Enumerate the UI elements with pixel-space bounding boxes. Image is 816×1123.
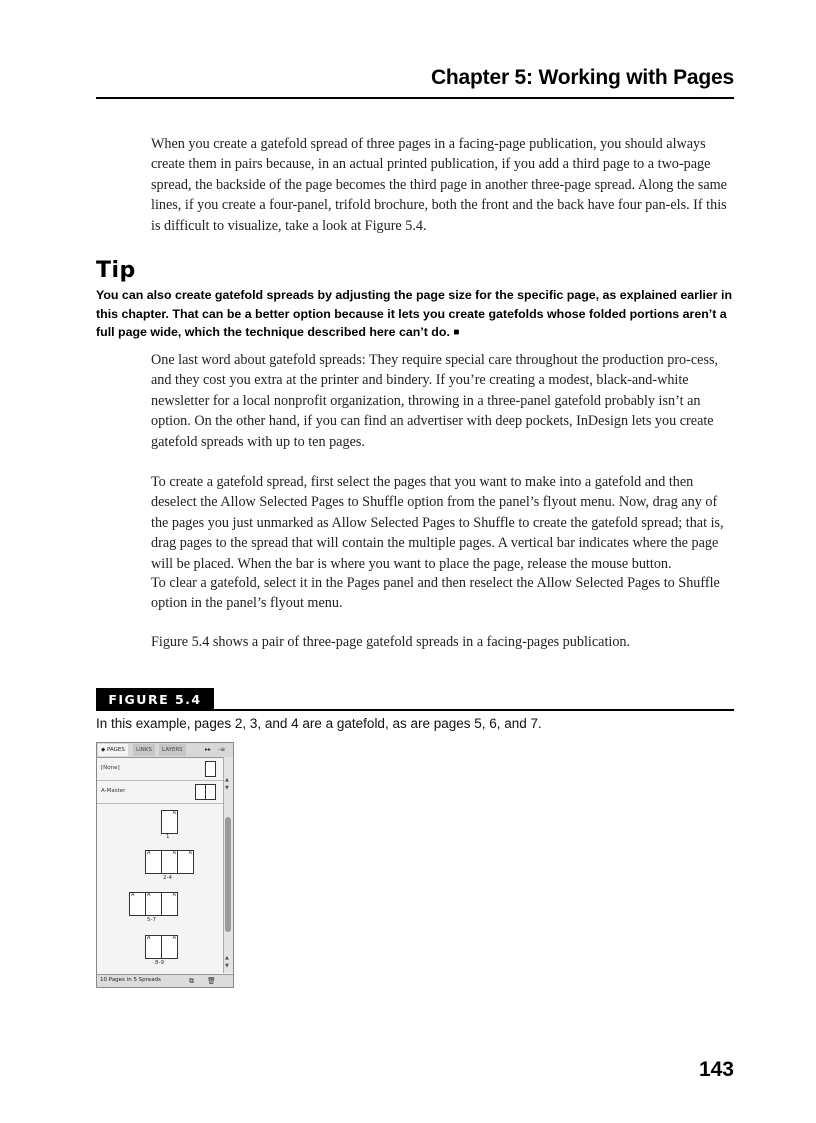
- panel-tab-bar: [97, 743, 233, 758]
- master-none[interactable]: [97, 758, 223, 781]
- page-thumb[interactable]: [161, 850, 178, 874]
- panel-menu-icon[interactable]: -≡: [218, 746, 226, 753]
- figure-caption: In this example, pages 2, 3, and 4 are a gatefold, as are pages 5, 6, and 7.: [96, 716, 542, 731]
- page-master-letter: A: [147, 892, 151, 898]
- figure-label: FIGURE 5.4: [96, 688, 214, 711]
- tab-pages[interactable]: ◆ PAGES: [98, 744, 128, 756]
- panel-scrollbar[interactable]: [223, 757, 233, 973]
- tab-layers[interactable]: LAYERS: [159, 744, 186, 756]
- tab-links[interactable]: LINKS: [133, 744, 155, 756]
- figure-rule: [214, 709, 734, 711]
- page-thumb[interactable]: [129, 892, 146, 916]
- page-master-letter: A: [172, 935, 176, 941]
- master-a-right-thumb: [205, 784, 216, 800]
- page-master-letter: A: [172, 810, 176, 816]
- header-rule: [96, 97, 734, 99]
- page-thumb[interactable]: [177, 850, 194, 874]
- page-count-status: 10 Pages in 5 Spreads: [100, 977, 161, 983]
- spread-label: 8-9: [155, 960, 164, 966]
- scroll-down-icon[interactable]: ▼: [225, 963, 229, 969]
- spread-label: 1: [166, 834, 170, 840]
- spread-label: 2-4: [163, 875, 172, 881]
- paragraph-create-gatefold: To create a gatefold spread, first select the pages that you want to make into a gatefold and then deselect the Allow Selected Pages to Shuffle option from the panel’s flyout menu. Now, drag any of the pages you just unmarked as Allow Selected Pages to Shuffle to create the gatefold spread; that is, drag pages to the spread that will contain the multiple pages. A vertical bar indicates where the page will be placed. When the bar is where you want to place the page, release the mouse button.: [151, 474, 724, 572]
- tip-body: You can also create gatefold spreads by adjusting the page size for the specific page, as explained earlier in this chapter. That can be a better option because it lets you create gatefolds whose folded portions aren’t a full page wide, which the technique described here can’t do.: [96, 288, 733, 340]
- page-thumb[interactable]: [161, 810, 178, 834]
- page-thumb[interactable]: [161, 892, 178, 916]
- page-thumb[interactable]: [145, 850, 162, 874]
- scroll-down-icon[interactable]: ▼: [225, 785, 229, 791]
- master-none-thumb: [205, 761, 216, 777]
- page-thumb[interactable]: [145, 935, 162, 959]
- page-thumb[interactable]: [161, 935, 178, 959]
- scroll-up-icon[interactable]: ▲: [225, 955, 229, 961]
- master-none-label: [None]: [101, 765, 120, 771]
- page-master-letter: A: [147, 850, 151, 856]
- panel-collapse-icon[interactable]: ▸▸: [205, 746, 212, 753]
- tip-text: [96, 286, 742, 343]
- spread-label: 5-7: [147, 917, 156, 923]
- master-a-label: A-Master: [101, 788, 126, 794]
- page-master-letter: A: [172, 892, 176, 898]
- paragraph-gatefold-pairs: When you create a gatefold spread of three pages in a facing-page publication, you should always create them in pairs because, in an actual printed publication, if you add a third page to a two-page spread, the backside of the page becomes the third page in another three-page spread. Along the same lines, if you create a four-panel, trifold brochure, both the front and the back have four pan-els. If this is difficult to visualize, take a look at Figure 5.4.: [151, 136, 727, 234]
- page-master-letter: A: [172, 850, 176, 856]
- page-master-letter: A: [147, 935, 151, 941]
- scroll-thumb[interactable]: [225, 817, 231, 932]
- page-number: 143: [698, 1058, 734, 1081]
- tip-end-mark: ■: [453, 327, 460, 339]
- pages-panel-screenshot: [96, 742, 234, 988]
- paragraph-special-care: One last word about gatefold spreads: They require special care throughout the production pro-cess, and they cost you extra at the printer and bindery. If you’re creating a modest, black-and-white newsletter for a local nonprofit organization, throwing in a three-panel gatefold probably isn’t an option. On the other hand, if you can find an advertiser with deep pockets, InDesign lets you create gatefold spreads with up to ten pages.: [151, 352, 719, 450]
- page-master-letter: A: [131, 892, 135, 898]
- panel-footer: [97, 974, 233, 987]
- master-a[interactable]: [97, 781, 223, 804]
- paragraph-figure-ref: Figure 5.4 shows a pair of three-page gatefold spreads in a facing-pages publication.: [151, 634, 631, 650]
- paragraph-clear-gatefold: To clear a gatefold, select it in the Pages panel and then reselect the Allow Selected Pages to Shuffle option in the panel’s flyout menu.: [151, 575, 720, 612]
- new-page-icon[interactable]: ⧉: [189, 977, 194, 985]
- page-master-letter: A: [188, 850, 192, 856]
- chapter-header: Chapter 5: Working with Pages: [430, 66, 734, 89]
- tip-heading: Tip: [96, 258, 136, 283]
- page-thumb[interactable]: [145, 892, 162, 916]
- trash-icon[interactable]: 🗑: [207, 977, 216, 985]
- scroll-up-icon[interactable]: ▲: [225, 777, 229, 783]
